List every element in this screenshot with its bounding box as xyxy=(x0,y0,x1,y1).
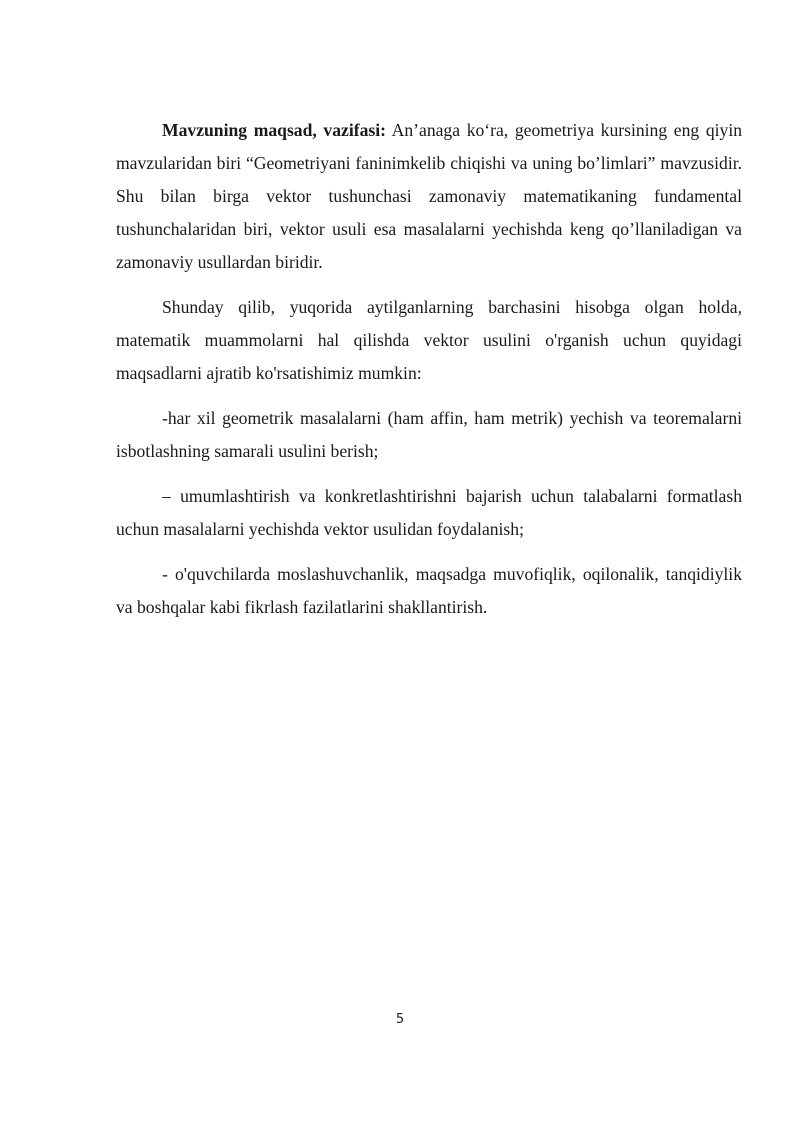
list-item-goal-2: – umumlashtirish va konkretlashtirishni bajarish uchun talabalarni formatlash uchun masalalarni yechishda vektor usulidan foydalanish; xyxy=(116,486,742,539)
page-number: 5 xyxy=(395,1012,405,1027)
paragraph-lead-heading: Mavzuning maqsad, vazifasi: xyxy=(162,120,386,140)
paragraph-text: An’anaga ko‘ra, geometriya kursining eng qiyin mavzularidan biri “Geometriyani faninimkelib chiqishi va uning bo’limlari” mavzusidir. Shu bilan birga vektor tushunchasi zamonaviy matematikaning fundamental tushunchalaridan biri, vektor usuli esa masalalarni yechishda keng qo’llaniladigan va zamonaviy usullardan biridir. xyxy=(116,120,742,272)
list-item-goal-1: -har xil geometrik masalalarni (ham affin, ham metrik) yechish va teoremalarni isbotlashning samarali usulini berish; xyxy=(116,408,742,461)
list-item-goal-3: - o'quvchilarda moslashuvchanlik, maqsadga muvofiqlik, oqilonalik, tanqidiylik va boshqalar kabi fikrlash fazilatlarini shakllantirish. xyxy=(116,564,742,617)
body-text xyxy=(116,114,742,624)
paragraph-summary: Shunday qilib, yuqorida aytilganlarning barchasini hisobga olgan holda, matematik muammolarni hal qilishda vektor usulini o'rganish uchun quyidagi maqsadlarni ajratib ko'rsatishimiz mumkin: xyxy=(116,297,742,383)
paragraph-goals xyxy=(116,114,742,279)
